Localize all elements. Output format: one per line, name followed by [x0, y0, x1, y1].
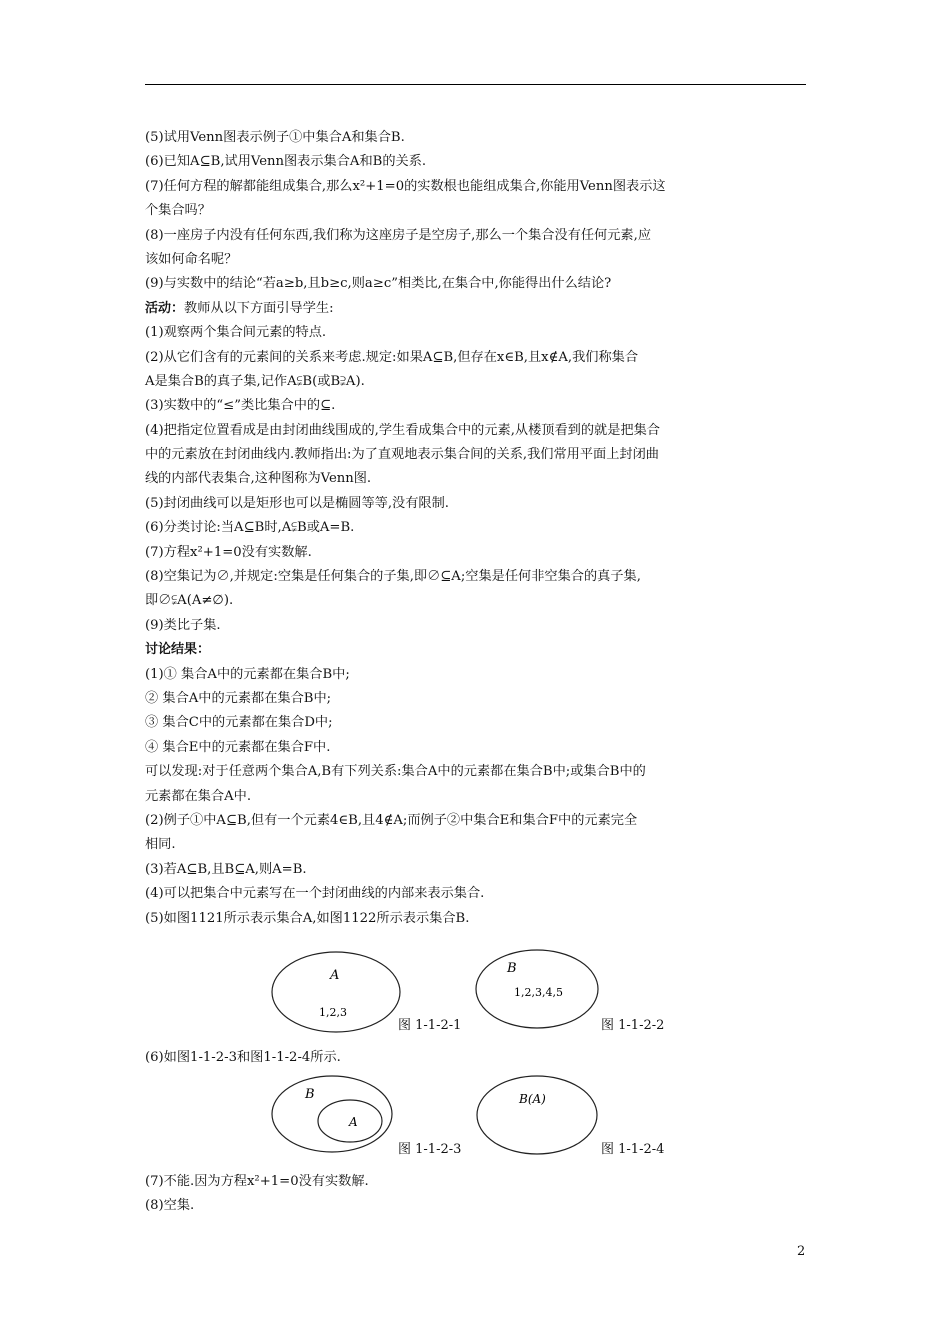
- discussion-line: (6)如图1-1-2-3和图1-1-2-4所示.: [145, 1050, 341, 1065]
- activity-line: A是集合B的真子集,记作A⫋B(或B⫌A).: [145, 373, 365, 389]
- activity-line: 线的内部代表集合,这种图称为Venn图.: [145, 471, 372, 487]
- venn-figure-1: [270, 950, 402, 1034]
- venn-figure-3: [270, 1074, 394, 1154]
- discussion-line: (4)可以把集合中元素写在一个封闭曲线的内部来表示集合.: [145, 886, 485, 902]
- venn-set-label: B: [507, 961, 517, 976]
- venn-elements: 1,2,3,4,5: [514, 986, 563, 999]
- activity-line: (9)类比子集.: [145, 617, 221, 633]
- activity-line: (4)把指定位置看成是由封闭曲线围成的,学生看成集合中的元素,从楼顶看到的就是把集合: [145, 422, 660, 438]
- discussion-line: (3)若A⊆B,且B⊆A,则A=B.: [145, 861, 307, 877]
- venn-set-label: A: [330, 968, 340, 983]
- activity-heading-rest: 教师从以下方面引导学生:: [184, 300, 334, 316]
- discussion-line: 元素都在集合A中.: [145, 788, 252, 804]
- question-line: 该如何命名呢？: [145, 251, 238, 267]
- question-line: (5)试用Venn图表示例子①中集合A和集合B.: [145, 130, 405, 145]
- final-lines: [145, 1170, 809, 1219]
- page-number: 2: [797, 1244, 806, 1259]
- activity-line: (3)实数中的“≤”类比集合中的⊆.: [145, 398, 336, 414]
- discussion-line: ④ 集合E中的元素都在集合F中.: [145, 739, 331, 755]
- figure-caption: 图 1-1-2-4: [601, 1142, 665, 1157]
- activity-heading: 活动：: [145, 300, 185, 316]
- header-rule: [145, 84, 806, 85]
- venn-set-label: B(A): [519, 1092, 546, 1106]
- venn-figure-4: [475, 1074, 599, 1156]
- activity-line: (7)方程x²+1=0没有实数解.: [145, 544, 312, 560]
- discussion-line: (1)① 集合A中的元素都在集合B中;: [145, 666, 350, 682]
- venn-inner-label: A: [349, 1115, 358, 1129]
- discussion-block: [145, 638, 809, 931]
- question-line: (9)与实数中的结论“若a≥b,且b≥c,则a≥c”相类比,在集合中,你能得出什么结论?: [145, 276, 612, 292]
- discussion-heading: 讨论结果：: [145, 642, 211, 658]
- question-line: 个集合吗？: [145, 203, 211, 219]
- activity-block: [145, 297, 809, 638]
- figure-caption: 图 1-1-2-1: [398, 1018, 462, 1033]
- question-line: (8)一座房子内没有任何东西,我们称为这座房子是空房子,那么一个集合没有任何元素,应: [145, 227, 652, 243]
- venn-figure-2: [474, 948, 600, 1030]
- figure-caption: 图 1-1-2-3: [398, 1142, 462, 1157]
- questions-block: [145, 126, 809, 297]
- activity-line: (5)封闭曲线可以是矩形也可以是椭圆等等,没有限制.: [145, 495, 449, 511]
- figure-caption: 图 1-1-2-2: [601, 1018, 665, 1033]
- activity-heading-line: [145, 297, 809, 321]
- discussion-line: (5)如图1121所示表示集合A,如图1122所示表示集合B.: [145, 910, 470, 926]
- discussion-line: (2)例子①中A⊆B,但有一个元素4∈B,且4∉A;而例子②中集合E和集合F中的元素完全: [145, 812, 638, 828]
- venn-elements: 1,2,3: [319, 1006, 347, 1019]
- discussion-line: (7)不能.因为方程x²+1=0没有实数解.: [145, 1174, 369, 1189]
- discussion-line: 相同.: [145, 837, 176, 853]
- activity-line: 中的元素放在封闭曲线内.教师指出:为了直观地表示集合间的关系,我们常用平面上封闭曲: [145, 447, 659, 463]
- discussion-line: ② 集合A中的元素都在集合B中;: [145, 690, 332, 706]
- question-line: (6)已知A⊆B,试用Venn图表示集合A和B的关系.: [145, 154, 427, 170]
- activity-line: (8)空集记为∅,并规定:空集是任何集合的子集,即∅⊆A;空集是任何非空集合的真子集,: [145, 569, 641, 585]
- fig2-intro: [145, 1046, 809, 1070]
- activity-line: (1)观察两个集合间元素的特点.: [145, 325, 327, 341]
- discussion-line: 可以发现:对于任意两个集合A,B有下列关系:集合A中的元素都在集合B中;或集合B中的: [145, 764, 646, 780]
- activity-line: (2)从它们含有的元素间的关系来考虑.规定:如果A⊆B,但存在x∈B,且x∉A,我们称集合: [145, 349, 639, 365]
- activity-line: 即∅⫋A(A≠∅).: [145, 593, 234, 609]
- question-line: (7)任何方程的解都能组成集合,那么x²+1=0的实数根也能组成集合,你能用Venn图表示这: [145, 178, 666, 194]
- discussion-line: ③ 集合C中的元素都在集合D中;: [145, 715, 333, 731]
- activity-line: (6)分类讨论:当A⊆B时,A⫋B或A=B.: [145, 520, 355, 536]
- venn-outer-label: B: [305, 1087, 315, 1102]
- page-content: [145, 126, 809, 931]
- discussion-line: (8)空集.: [145, 1198, 195, 1214]
